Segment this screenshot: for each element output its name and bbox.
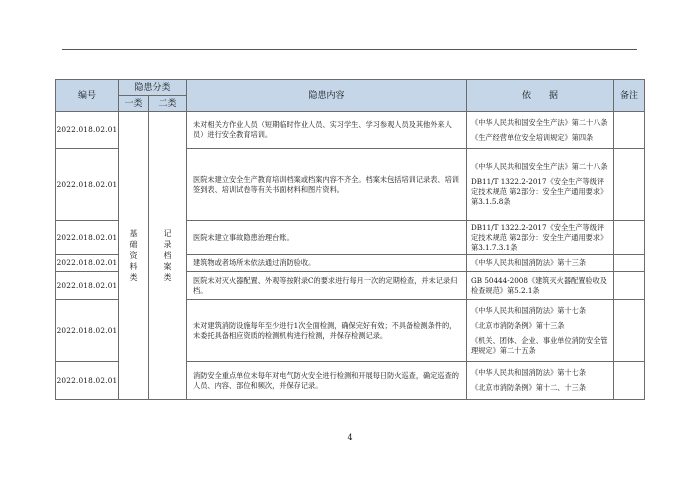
row-remark [614,221,645,255]
hazard-table [55,79,645,400]
category-level1-char: 础 [129,240,138,249]
basis-line: 《北京市消防条例》第十二、十三条 [471,383,587,392]
row-remark [614,255,645,272]
row-content: 医院未对灭火器配置、外观等按附录C的要求进行每月一次的定期检查，并未记录归档。 [187,272,467,300]
row-content: 医院未建立安全生产教育培训档案或档案内容不齐全。档案未包括培训记录表、培训签到表、培训试卷等有关书面材料和图片资料。 [187,149,467,221]
basis-line: 《中华人民共和国消防法》第十七条 [471,368,587,377]
category-level2-char: 记 [163,229,172,238]
basis-line: 《北京市消防条例》第十三条 [471,320,565,330]
row-basis [467,300,614,362]
basis-line: 《中华人民共和国消防法》第十七条 [471,305,587,315]
basis-line: 《中华人民共和国安全生产法》第二十八条 [471,162,608,171]
row-remark [614,112,645,149]
row-remark [614,272,645,300]
category-level1-cell [119,112,149,400]
row-id: 2022.018.02.01 [56,272,119,300]
header-content: 隐患内容 [187,80,467,112]
row-basis [467,362,614,400]
row-content: 建筑物或者场所未依法通过消防验收。 [187,255,467,272]
basis-line: DB11/T 1322.2-2017《安全生产等级评定技术规范 第2部分：安全生产通用要求》第3.1.5.8条 [471,177,608,206]
category-level2-char: 类 [163,273,172,282]
row-remark [614,362,645,400]
row-content: 医院未建立事故隐患治理台账。 [187,221,467,255]
row-remark [614,300,645,362]
category-level1-char: 基 [129,229,138,238]
basis-line: 《中华人民共和国安全生产法》第二十八条 [471,117,608,127]
header-remark: 备注 [614,80,645,112]
header-rule [62,49,637,50]
category-level1-char: 料 [129,262,138,271]
row-id: 2022.018.02.01 [56,255,119,272]
row-id: 2022.018.02.01 [56,300,119,362]
row-basis [467,112,614,149]
header-number: 编号 [56,80,119,112]
row-id: 2022.018.02.01 [56,112,119,149]
category-level2-char: 档 [163,251,172,260]
category-level1-char: 资 [129,251,138,260]
header-basis: 依 据 [467,80,614,112]
category-level1-char: 类 [129,273,138,282]
basis-line: 《生产经营单位安全培训规定》第四条 [471,132,594,142]
basis-line: DB11/T 1322.2-2017《安全生产等级评定技术规范 第2部分：安全生产通用要求》第3.1.7.3.1条 [471,222,608,252]
row-basis [467,221,614,255]
header-category: 隐患分类 [119,80,187,96]
basis-line: GB 50444-2008《建筑灭火器配置验收及检查规范》第5.2.1条 [471,275,607,295]
row-content: 消防安全重点单位未每年对电气防火安全进行检测和开展每日防火巡查，确定巡查的人员、内容、部位和频次，并保存记录。 [187,362,467,400]
header-category-level2: 二类 [149,96,187,112]
row-id: 2022.018.02.01 [56,221,119,255]
header-category-level1: 一类 [119,96,149,112]
category-level2-char: 录 [163,240,172,249]
basis-line: 《机关、团体、企业、事业单位消防安全管理规定》第二十五条 [471,335,608,355]
page-number: 4 [347,433,353,442]
row-content: 未对相关方作业人员（短期临时作业人员、实习学生、学习参观人员及其他外来人员）进行安全教育培训。 [187,112,467,149]
row-id: 2022.018.02.01 [56,149,119,221]
row-basis [467,255,614,272]
basis-line: 《中华人民共和国消防法》第十三条 [471,258,587,267]
row-id: 2022.018.02.01 [56,362,119,400]
category-level2-char: 案 [163,262,172,271]
row-basis [467,149,614,221]
category-level2-cell [149,112,187,400]
row-basis [467,272,614,300]
table-row [56,112,645,149]
row-content: 未对建筑消防设施每年至少进行1次全面检测，确保完好有效；不具备检测条件的，未委托具备相应资质的检测机构进行检测，并保存检测记录。 [187,300,467,362]
row-remark [614,149,645,221]
